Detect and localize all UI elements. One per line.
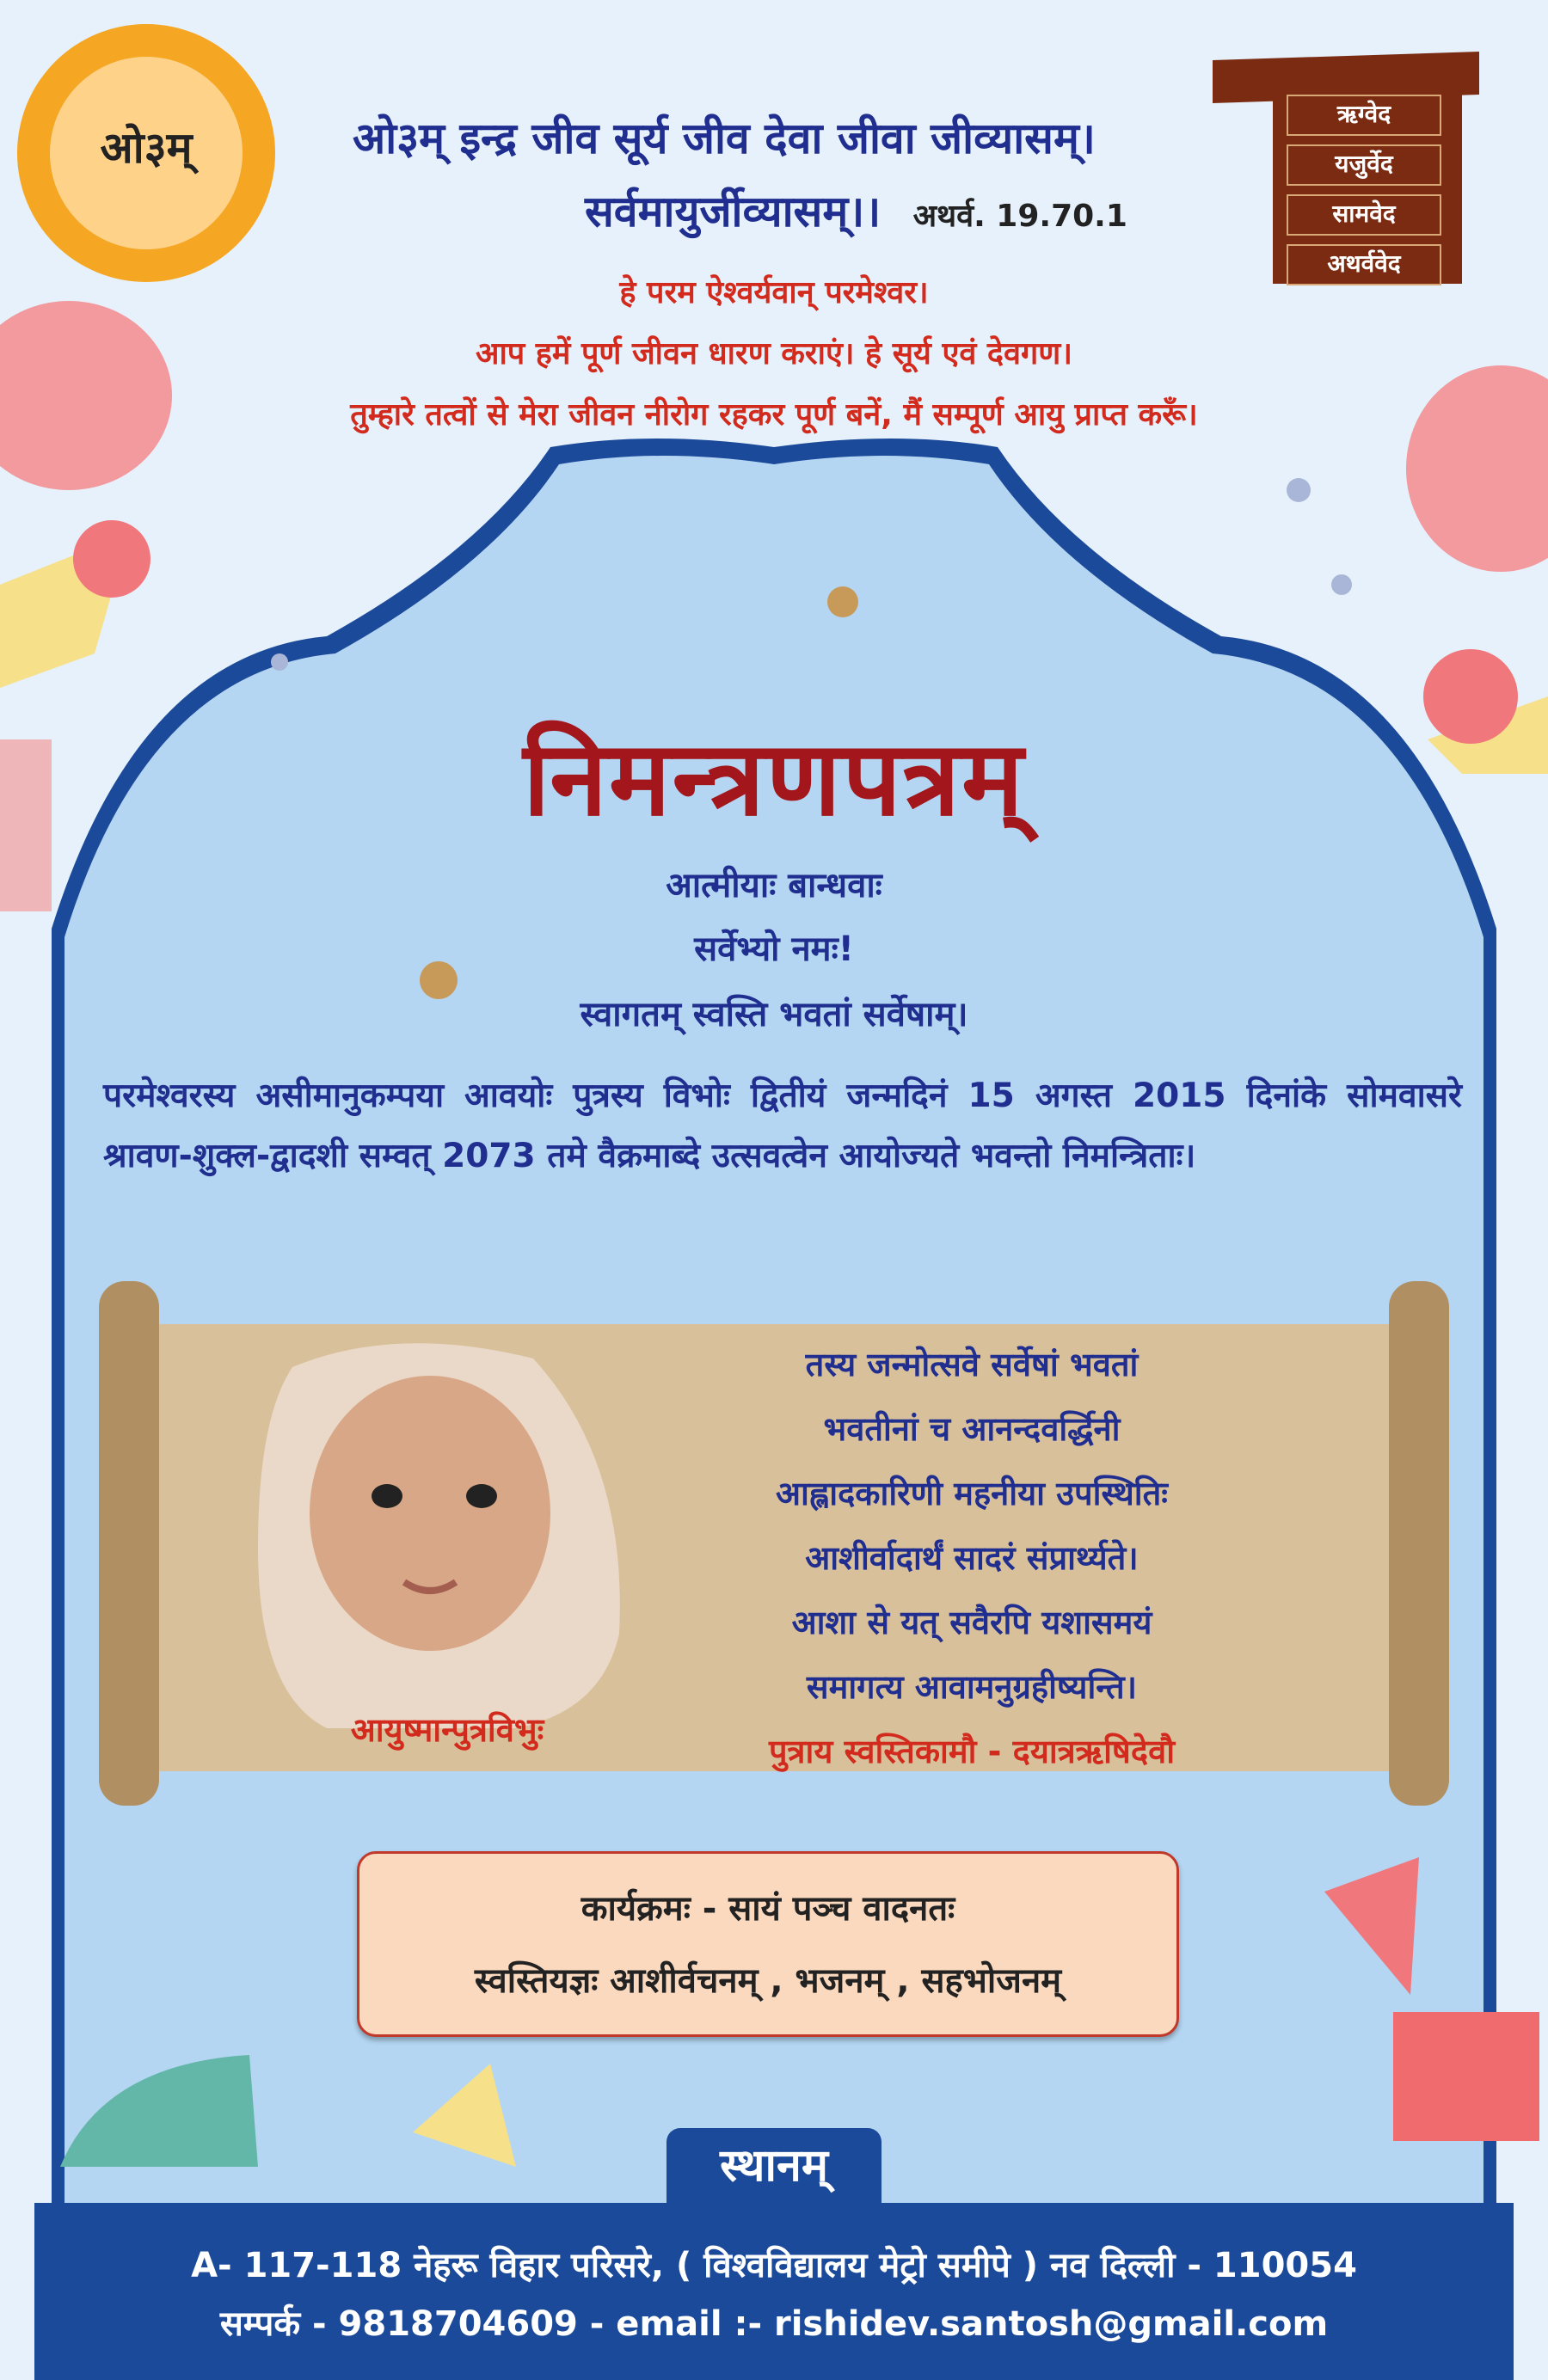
verse-line3: आह्लादकारिणी महनीया उपस्थितिः bbox=[776, 1475, 1168, 1512]
mantra-reference: अथर्व. 19.70.1 bbox=[912, 199, 1127, 234]
mantra-line2 bbox=[585, 181, 1127, 239]
program-time: कार्यक्रमः - सायं पञ्च वादनतः bbox=[580, 1889, 955, 1929]
veda-atharvaveda: अथर्ववेद bbox=[1287, 244, 1441, 285]
program-events: स्वस्तियज्ञः आशीर्वचनम् , भजनम् , सहभोजनम् bbox=[474, 1961, 1062, 2001]
scroll-rod-left bbox=[99, 1281, 159, 1806]
greeting-line1: आत्मीयाः बान्धवाः bbox=[666, 866, 882, 905]
veda-yajurveda: यजुर्वेद bbox=[1287, 144, 1441, 186]
verse-line2: भवतीनां च आनन्दवर्द्धिनी bbox=[823, 1410, 1121, 1448]
verse-line1: तस्य जन्मोत्सवे सर्वेषां भवतां bbox=[805, 1346, 1139, 1383]
venue-label: स्थानम् bbox=[666, 2128, 882, 2205]
gift-box bbox=[1393, 2012, 1539, 2141]
greeting-line2: सर्वेभ्यो नमः! bbox=[694, 929, 854, 969]
photo-label: आयुष्मान्पुत्रविभुः bbox=[350, 1711, 544, 1749]
footer-band bbox=[34, 2203, 1514, 2380]
hindi-meaning-line2: आप हमें पूर्ण जीवन धारण कराएं। हे सूर्य एवं देवगण। bbox=[476, 336, 1072, 371]
invitation-text: परमेश्वरस्य असीमानुकम्पया आवयोः पुत्रस्य विभोः द्वितीयं जन्मदिनं 15 अगस्त 2015 दिनांके सोमवासरे श्रावण-शुक्ल-द्वादशी सम्वत् 2073 तमे वैक्रमाब्दे उत्सवत्वेन आयोज्यते भवन्तो निमन्त्रिताः। bbox=[103, 1077, 1462, 1175]
mantra-line2-text: सर्वमायुर्जीव्यासम्।। bbox=[585, 187, 882, 236]
scroll-rod-right bbox=[1389, 1281, 1449, 1806]
greeting-line3: स्वागतम् स्वस्ति भवतां सर्वेषाम्। bbox=[580, 995, 968, 1034]
verse-line6: समागत्य आवामनुग्रहीष्यन्ति। bbox=[806, 1668, 1138, 1706]
venue-contact: सम्पर्क - 9818704609 - email :- rishidev.santosh@gmail.com bbox=[219, 2304, 1329, 2344]
verse-line4: आशीर्वादार्थं सादरं संप्रार्थ्यते। bbox=[805, 1539, 1139, 1577]
hindi-meaning-line3: तुम्हारे तत्वों से मेरा जीवन नीरोग रहकर पूर्ण बनें, मैं सम्पूर्ण आयु प्राप्त करूँ। bbox=[350, 397, 1198, 432]
verse-line5: आशा से यत् सवैरपि यशासमयं bbox=[791, 1604, 1152, 1641]
veda-list bbox=[1287, 95, 1441, 294]
veda-samaveda: सामवेद bbox=[1287, 194, 1441, 236]
child-face bbox=[310, 1376, 550, 1651]
sign-off: पुत्राय स्वस्तिकामौ - दयात्रऋषिदेवौ bbox=[768, 1733, 1176, 1770]
page-title: निमन्त्रणपत्रम् bbox=[523, 718, 1025, 839]
mantra-line1: ओ३म् इन्द्र जीव सूर्य जीव देवा जीवा जीव्यासम्। bbox=[353, 113, 1096, 163]
venue-address: A- 117-118 नेहरू विहार परिसरे, ( विश्वविद्यालय मेट्रो समीपे ) नव दिल्ली - 110054 bbox=[191, 2246, 1357, 2285]
veda-rigveda: ऋग्वेद bbox=[1287, 95, 1441, 136]
om-symbol: ओ३म् bbox=[100, 123, 193, 173]
hindi-meaning-line1: हे परम ऐश्वर्यवान् परमेश्वर। bbox=[619, 275, 929, 310]
program-box bbox=[357, 1851, 1179, 2037]
